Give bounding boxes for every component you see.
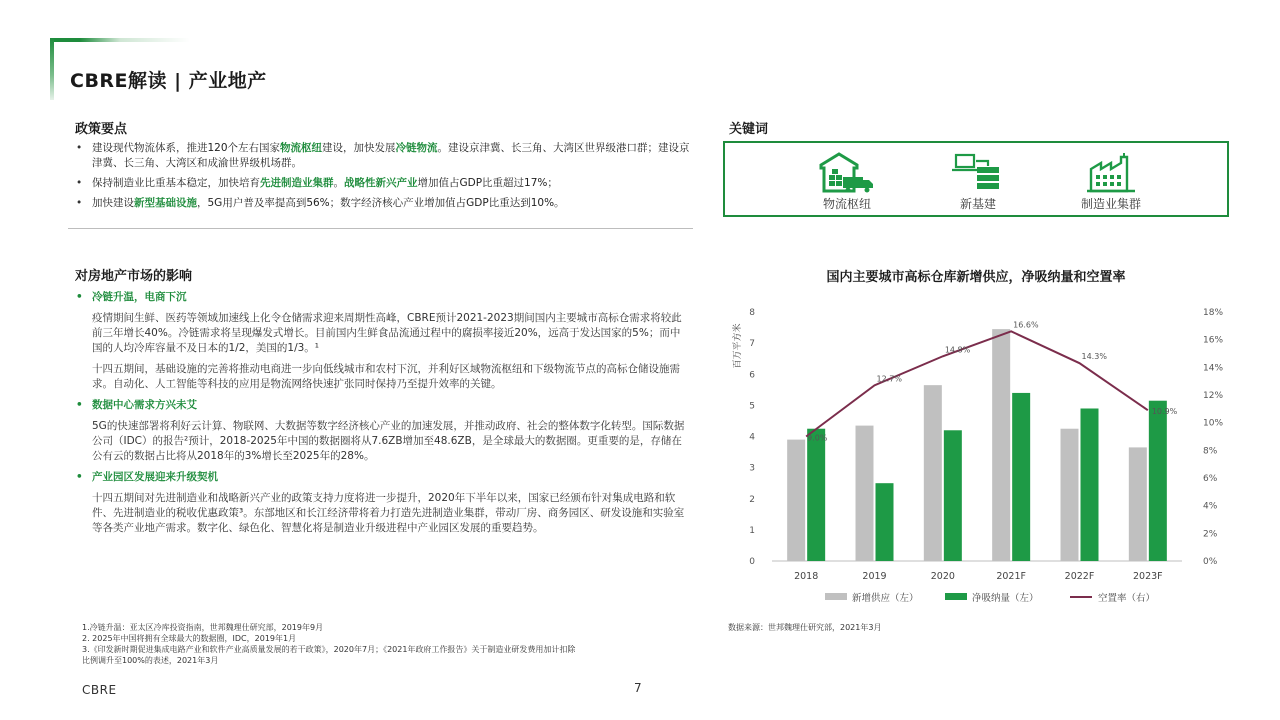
legend-swatch-net-absorption [945, 593, 967, 600]
keywords-box [723, 141, 1229, 217]
bar-net-absorption [807, 429, 825, 561]
policy-text: 保持制造业比重基本稳定，加快培育 [92, 177, 260, 189]
policy-heading: 政策要点 [75, 122, 128, 137]
keyword-label: 物流枢纽 [822, 197, 871, 211]
x-tick-label: 2021F [996, 571, 1026, 582]
keyword-manufacturing-cluster [1051, 151, 1171, 212]
keyword-logistics-hub [787, 151, 907, 212]
x-tick-label: 2023F [1133, 571, 1163, 582]
impact-paragraph: 十四五期间，基础设施的完善将推动电商进一步向低线城市和农村下沉，并利好区域物流枢纽和下级物流节点的高标仓储设施需求。自动化、人工智能等科技的应用是物流网络快速扩张同时保持乃至提升效率的关键。 [92, 363, 680, 390]
vacancy-supply-chart [722, 285, 1232, 615]
footnotes [82, 622, 682, 666]
y-tick-label: 4 [749, 432, 755, 443]
bar-net-absorption [1012, 393, 1030, 561]
warehouse-truck-icon [819, 151, 875, 193]
impact-section-title: • 数据中心需求方兴未艾 [70, 398, 685, 413]
policy-highlight: 新型基础设施 [134, 197, 197, 209]
factory-icon [1083, 151, 1139, 193]
policy-text: 。 [333, 177, 344, 189]
vacancy-data-label: 14.3% [1081, 352, 1107, 362]
bar-new-supply [924, 385, 942, 561]
policy-text: 加快建设 [92, 197, 134, 209]
policy-text: 建设，加快发展 [322, 142, 396, 154]
y2-tick-label: 16% [1203, 335, 1224, 346]
legend-swatch-new-supply [825, 593, 847, 600]
y-tick-label: 8 [749, 308, 755, 318]
corner-accent-horizontal [50, 38, 1235, 42]
y-tick-label: 6 [749, 370, 755, 381]
policy-highlight: 先进制造业集群 [260, 177, 334, 189]
bar-net-absorption [876, 483, 894, 561]
chart-source: 数据来源：世邦魏理仕研究部，2021年3月 [728, 623, 882, 632]
y2-tick-label: 8% [1203, 446, 1218, 457]
impact-paragraph: 疫情期间生鲜、医药等领域加速线上化令仓储需求迎来周期性高峰，CBRE预计2021-2023期间国内主要城市高标仓需求将较此前三年增长40%。冷链需求将呈现爆发式增长。目前国内生鲜食品流通过程中的腐损率接近20%，远高于发达国家的5%；而中国的人均冷库容量不及日本的1/2，美国的1/3。¹ [92, 312, 682, 354]
computer-server-icon [950, 151, 1006, 193]
keyword-new-infrastructure [918, 151, 1038, 212]
y-tick-label: 3 [749, 463, 755, 474]
footnote: 比例调升至100%的表述，2021年3月 [82, 656, 219, 665]
impact-section-title: • 产业园区发展迎来升级契机 [70, 470, 685, 485]
policy-divider [68, 228, 693, 229]
footnote: 1.冷链升温：亚太区冷库投资指南，世邦魏理仕研究部，2019年9月 [82, 623, 324, 632]
y-tick-label: 0 [749, 557, 755, 567]
impact-heading: 对房地产市场的影响 [75, 269, 193, 284]
y-tick-label: 7 [749, 339, 755, 350]
footnote: 3.《印发新时期促进集成电路产业和软件产业高质量发展的若干政策》，2020年7月；《2021年政府工作报告》关于制造业研发费用加计扣除 [82, 645, 576, 654]
vacancy-data-label: 16.6% [1013, 320, 1039, 330]
corner-accent-vertical [50, 38, 54, 100]
vacancy-data-label: 14.8% [944, 345, 971, 355]
impact-paragraph: 5G的快速部署将利好云计算、物联网、大数据等数字经济核心产业的加速发展，并推动政府、社会的整体数字化转型。国际数据公司（IDC）的报告²预计，2018-2025年中国的数据圈将从7.6ZB增加至48.6ZB，是全球最大的数据圈。更重要的是，存储在公有云的数据占比将从2018年的3%增长至2025年的28%。 [92, 420, 685, 462]
y2-tick-label: 6% [1203, 474, 1218, 484]
x-tick-label: 2019 [862, 571, 887, 582]
keyword-label: 制造业集群 [1080, 197, 1141, 211]
bar-new-supply [787, 440, 805, 561]
bar-net-absorption [944, 430, 962, 561]
y2-tick-label: 0% [1203, 557, 1218, 567]
y2-tick-label: 2% [1203, 529, 1218, 540]
y2-tick-label: 10% [1203, 418, 1224, 429]
keyword-label: 新基建 [959, 197, 996, 211]
y-axis-label: 百万平方米 [733, 323, 743, 369]
bar-new-supply [856, 426, 874, 561]
y2-tick-label: 14% [1203, 363, 1224, 374]
impact-section-title: • 冷链升温，电商下沉 [70, 290, 685, 305]
impact-content [70, 290, 685, 542]
vacancy-data-label: 10.9% [1151, 407, 1178, 417]
y-tick-label: 1 [749, 525, 755, 536]
y-tick-label: 2 [749, 494, 755, 505]
y2-tick-label: 18% [1203, 308, 1224, 318]
policy-item [70, 141, 690, 171]
bar-new-supply [1061, 429, 1079, 561]
impact-paragraph: 十四五期间对先进制造业和战略新兴产业的政策支持力度将进一步提升，2020年下半年以来，国家已经颁布针对集成电路和软件、先进制造业的税收优惠政策³。东部地区和长江经济带将着力打造先进制造业集群，带动厂房、商务园区、研发设施和实验室等各类产业地产需求。数字化、绿色化、智慧化将是制造业升级进程中产业园区发展的重要趋势。 [92, 492, 685, 534]
y2-tick-label: 12% [1203, 391, 1224, 401]
page-title: CBRE解读 | 产业地产 [70, 70, 267, 92]
x-tick-label: 2022F [1064, 571, 1095, 582]
footnote: 2. 2025年中国将拥有全球最大的数据圈，IDC，2019年1月 [82, 634, 297, 643]
policy-text: 增加值占GDP比重超过17%； [417, 177, 558, 189]
policy-list [70, 141, 690, 216]
bar-net-absorption [1081, 408, 1099, 561]
chart-title: 国内主要城市高标仓库新增供应，净吸纳量和空置率 [826, 270, 1126, 285]
bar-net-absorption [1149, 401, 1167, 561]
legend-label: 新增供应（左） [852, 593, 919, 604]
x-tick-label: 2020 [930, 571, 955, 582]
policy-text: 。建设京津冀、长三角、大湾区世界级港口群；建设京津冀、长三角、大湾区和成渝世界级机场群。 [92, 142, 690, 169]
policy-item [70, 196, 690, 211]
legend-label: 空置率（右） [1098, 593, 1156, 604]
policy-highlight: 战略性新兴产业 [344, 177, 418, 189]
footer-brand: CBRE [82, 683, 117, 697]
policy-highlight: 物流枢纽 [280, 142, 323, 154]
policy-text: 建设现代物流体系，推进120个左右国家 [92, 142, 281, 154]
x-tick-label: 2018 [794, 571, 819, 582]
policy-text: ，5G用户普及率提高到56%；数字经济核心产业增加值占GDP比重达到10%。 [197, 197, 565, 209]
y-tick-label: 5 [749, 401, 755, 412]
vacancy-data-label: 12.7% [876, 374, 902, 384]
vacancy-data-label: 9.0% [807, 433, 828, 443]
policy-highlight: 冷链物流 [395, 142, 438, 154]
y2-tick-label: 4% [1203, 501, 1218, 512]
keywords-heading: 关键词 [729, 122, 769, 137]
page-number: 7 [634, 681, 642, 695]
bar-new-supply [1129, 447, 1147, 561]
bar-new-supply [992, 329, 1010, 561]
legend-label: 净吸纳量（左） [972, 593, 1039, 604]
policy-item [70, 176, 690, 191]
